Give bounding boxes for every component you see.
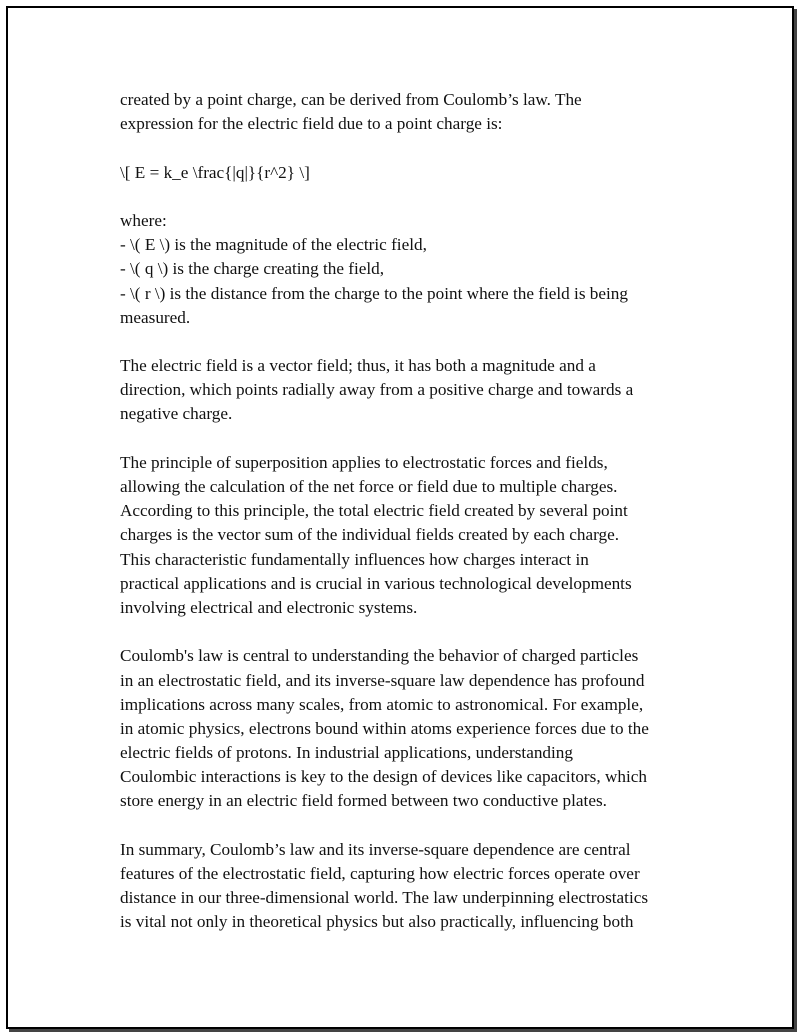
- list-item: - \( E \) is the magnitude of the electric field,: [120, 235, 427, 255]
- document-body: [120, 88, 700, 959]
- text-line: The principle of superposition applies to electrostatic forces and fields,: [120, 452, 608, 472]
- text-line: direction, which points radially away from a positive charge and towards a: [120, 380, 634, 400]
- text-line: The electric field is a vector field; thus, it has both a magnitude and a: [120, 356, 596, 376]
- text-line: distance in our three-dimensional world. The law underpinning electrostatics: [120, 888, 649, 908]
- text-line: involving electrical and electronic systems.: [120, 597, 418, 617]
- formula-electric-field: [120, 161, 700, 185]
- formula-line: \[ E = k_e \frac{|q|}{r^2} \]: [120, 162, 310, 182]
- text-line: According to this principle, the total electric field created by several point: [120, 501, 628, 521]
- text-line: in an electrostatic field, and its inverse-square law dependence has profound: [120, 670, 645, 690]
- text-line: in atomic physics, electrons bound within atoms experience forces due to the: [120, 718, 649, 738]
- list-item: - \( r \) is the distance from the charge to the point where the field is being: [120, 283, 628, 303]
- text-line: electric fields of protons. In industrial applications, understanding: [120, 743, 573, 763]
- paragraph-intro: [120, 88, 700, 136]
- paragraph-summary: [120, 838, 700, 935]
- text-line: charges is the vector sum of the individual fields created by each charge.: [120, 525, 620, 545]
- text-line: practical applications and is crucial in various technological developments: [120, 573, 632, 593]
- text-line: store energy in an electric field formed between two conductive plates.: [120, 791, 607, 811]
- text-line: expression for the electric field due to a point charge is:: [120, 114, 503, 134]
- text-line: Coulombic interactions is key to the design of devices like capacitors, which: [120, 767, 647, 787]
- text-line: where:: [120, 210, 167, 230]
- text-line: implications across many scales, from atomic to astronomical. For example,: [120, 694, 644, 714]
- paragraph-vector-field: [120, 354, 700, 427]
- text-line: measured.: [120, 307, 191, 327]
- text-line: Coulomb's law is central to understanding the behavior of charged particles: [120, 646, 639, 666]
- text-line: negative charge.: [120, 404, 233, 424]
- text-line: features of the electrostatic field, capturing how electric forces operate over: [120, 864, 640, 883]
- text-line: In summary, Coulomb’s law and its inverse-square dependence are central: [120, 839, 631, 859]
- page-frame: [6, 6, 794, 1029]
- text-line: is vital not only in theoretical physics but also practically, influencing both: [120, 912, 634, 932]
- paragraph-variable-definitions: [120, 209, 700, 330]
- text-line: allowing the calculation of the net force or field due to multiple charges.: [120, 477, 618, 496]
- paragraph-superposition: [120, 451, 700, 620]
- list-item: - \( q \) is the charge creating the field,: [120, 259, 385, 279]
- paragraph-coulombs-law-applications: [120, 644, 700, 813]
- text-line: created by a point charge, can be derived from Coulomb’s law. The: [120, 90, 582, 109]
- text-line: This characteristic fundamentally influences how charges interact in: [120, 549, 589, 569]
